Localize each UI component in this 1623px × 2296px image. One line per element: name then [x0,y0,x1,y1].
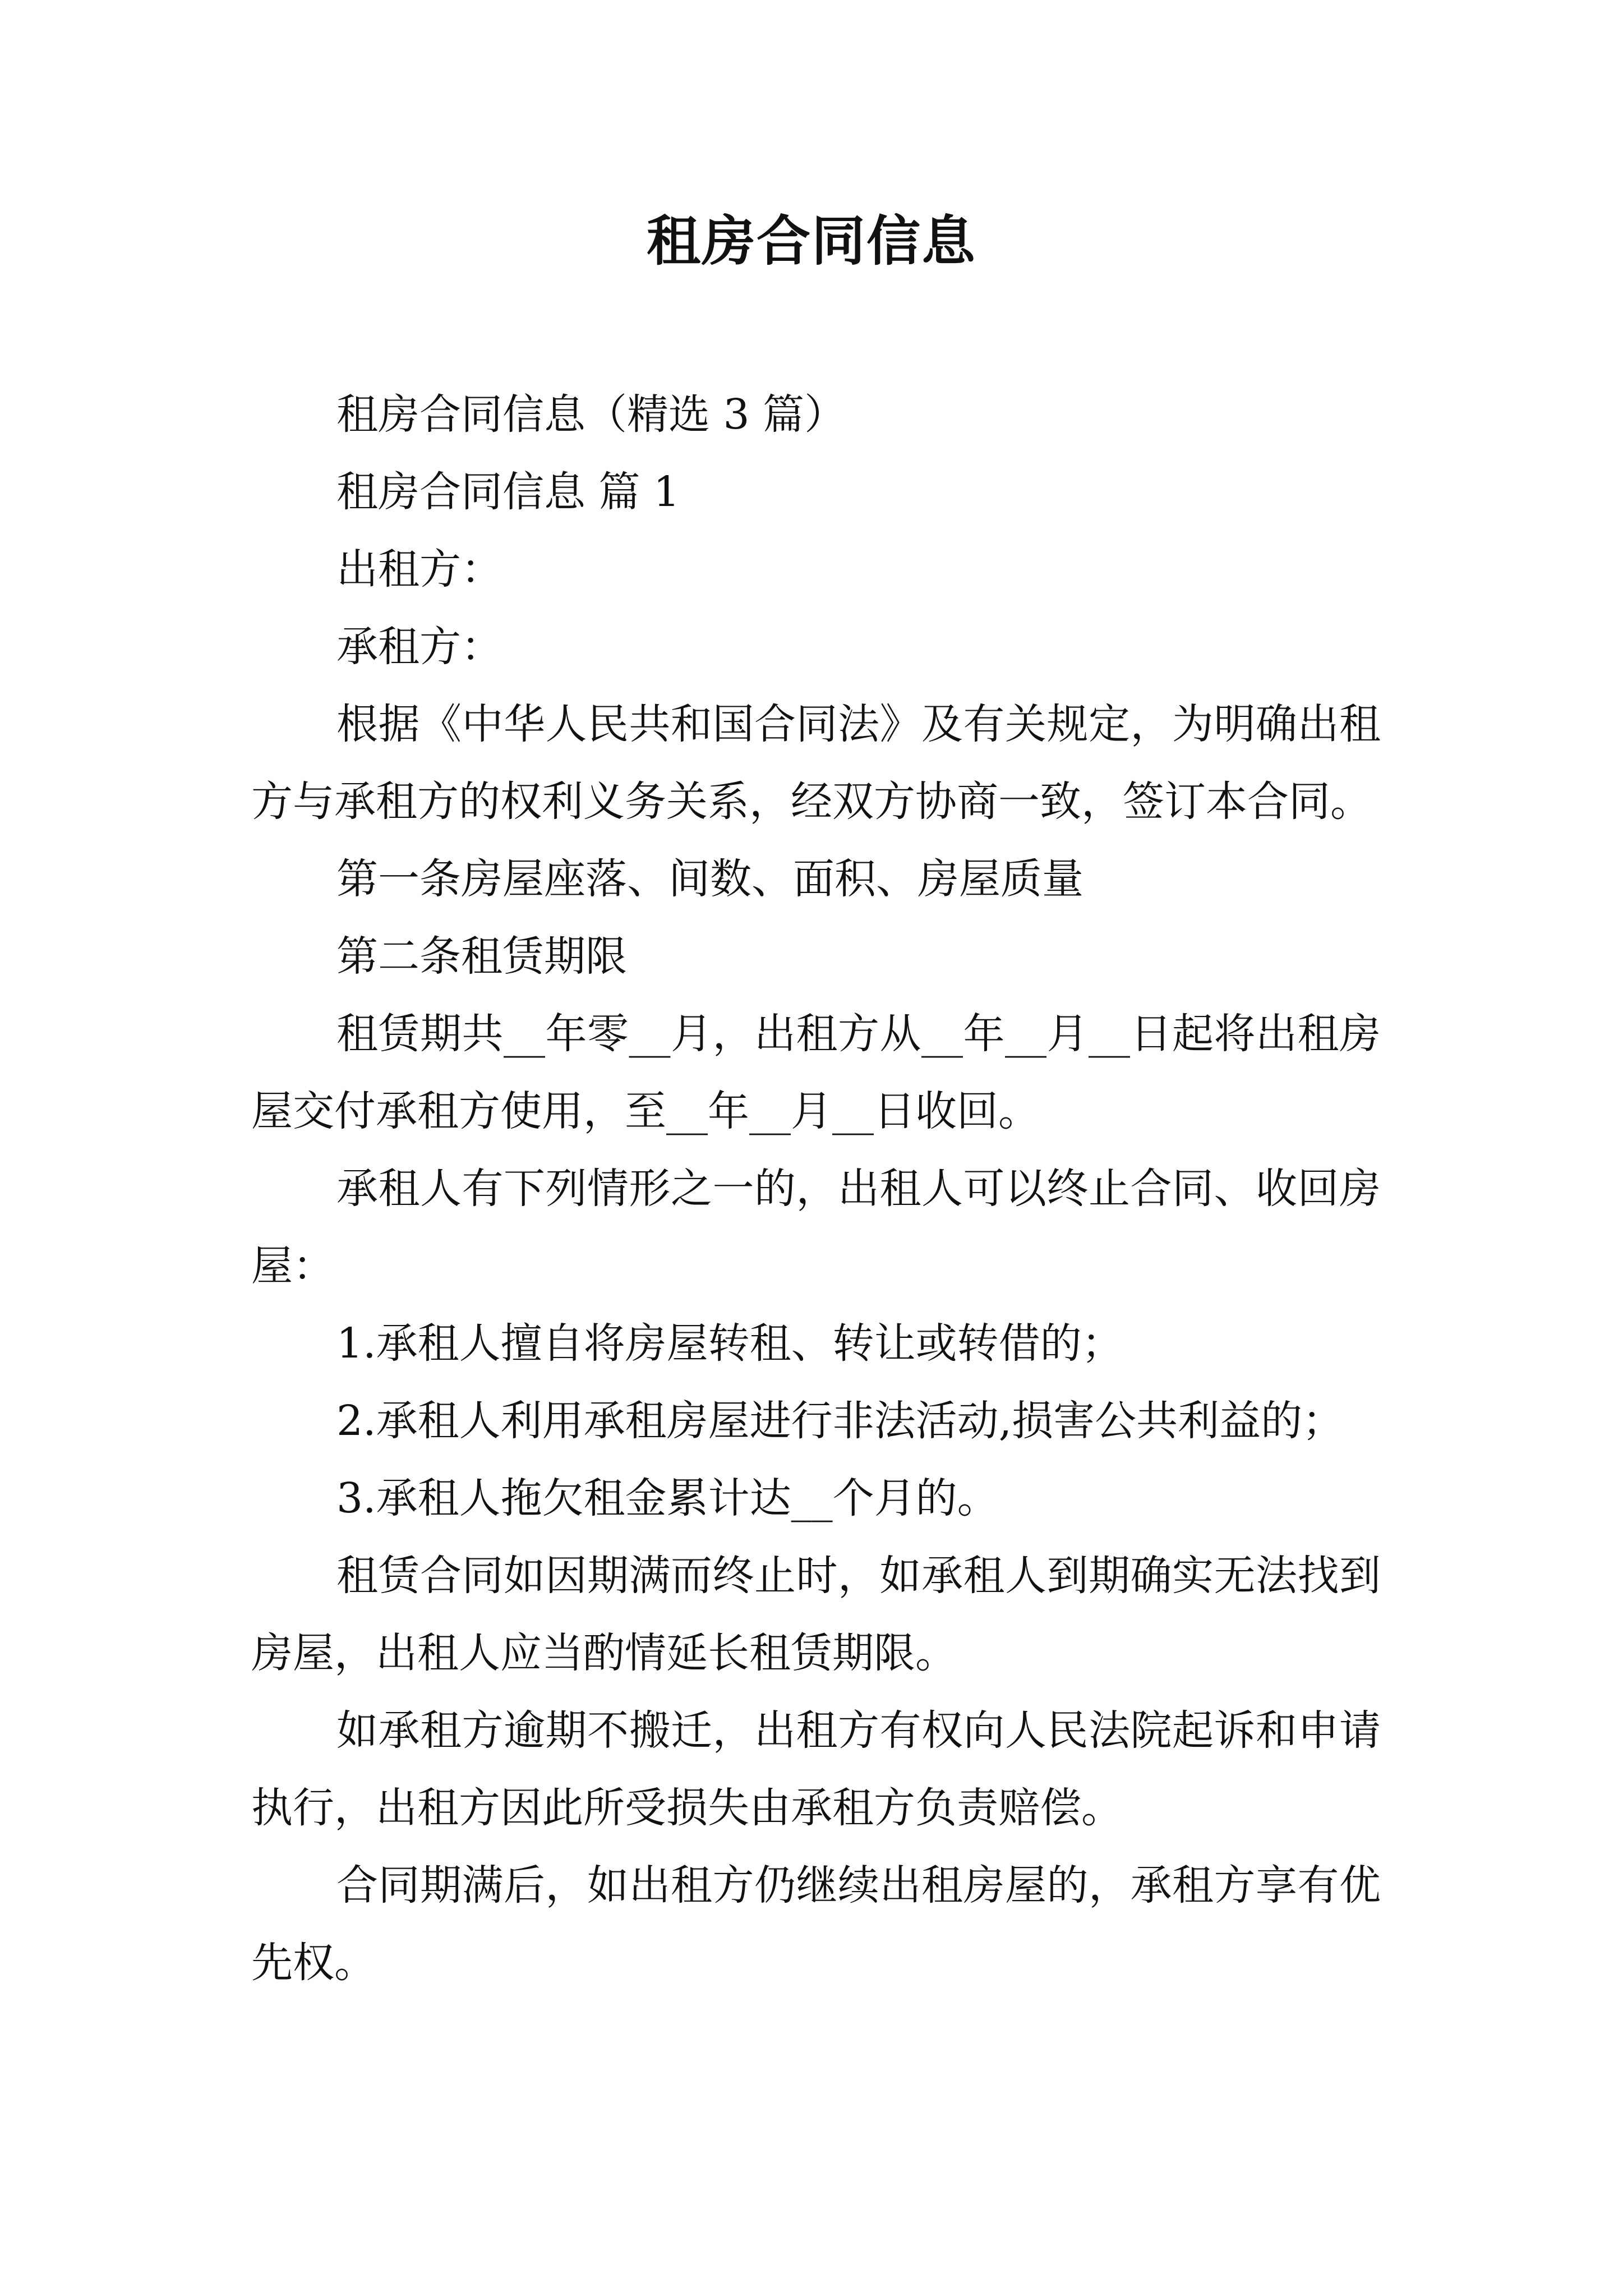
paragraph-lessee: 承租方： [336,623,502,671]
paragraph-heading-part-1: 租房合同信息 篇 1 [336,468,680,516]
document-body [251,376,1381,2001]
paragraph-extension: 租赁合同如因期满而终止时，如承租人到期确实无法找到房屋，出租人应当酌情延长租赁期限。 [251,1552,1381,1677]
paragraph-preamble: 根据《中华人民共和国合同法》及有关规定，为明确出租方与承租方的权利义务关系，经双方协商一致，签订本合同。 [251,700,1381,826]
paragraph-lease-term: 租赁期共__年零__月，出租方从__年__月__日起将出租房屋交付承租方使用，至__年__月__日收回。 [251,1010,1381,1135]
paragraph-termination-conditions: 承租人有下列情形之一的，出租人可以终止合同、收回房屋： [251,1165,1381,1290]
paragraph-overdue-move: 如承租方逾期不搬迁，出租方有权向人民法院起诉和申请执行，出租方因此所受损失由承租方负责赔偿。 [251,1706,1381,1832]
paragraph-priority-right: 合同期满后，如出租方仍继续出租房屋的，承租方享有优先权。 [251,1861,1381,1987]
paragraph-condition-3: 3.承租人拖欠租金累计达__个月的。 [336,1474,999,1522]
paragraph-article-1: 第一条房屋座落、间数、面积、房屋质量 [336,855,1083,903]
paragraph-article-2: 第二条租赁期限 [336,932,627,981]
paragraph-condition-2: 2.承租人利用承租房屋进行非法活动,损害公共利益的； [336,1397,1344,1445]
paragraph-condition-1: 1.承租人擅自将房屋转租、转让或转借的； [336,1319,1123,1368]
paragraph-lessor: 出租方： [336,545,502,593]
document-title: 租房合同信息 [647,210,976,273]
paragraph-heading-selection: 租房合同信息（精选 3 篇） [336,390,846,439]
